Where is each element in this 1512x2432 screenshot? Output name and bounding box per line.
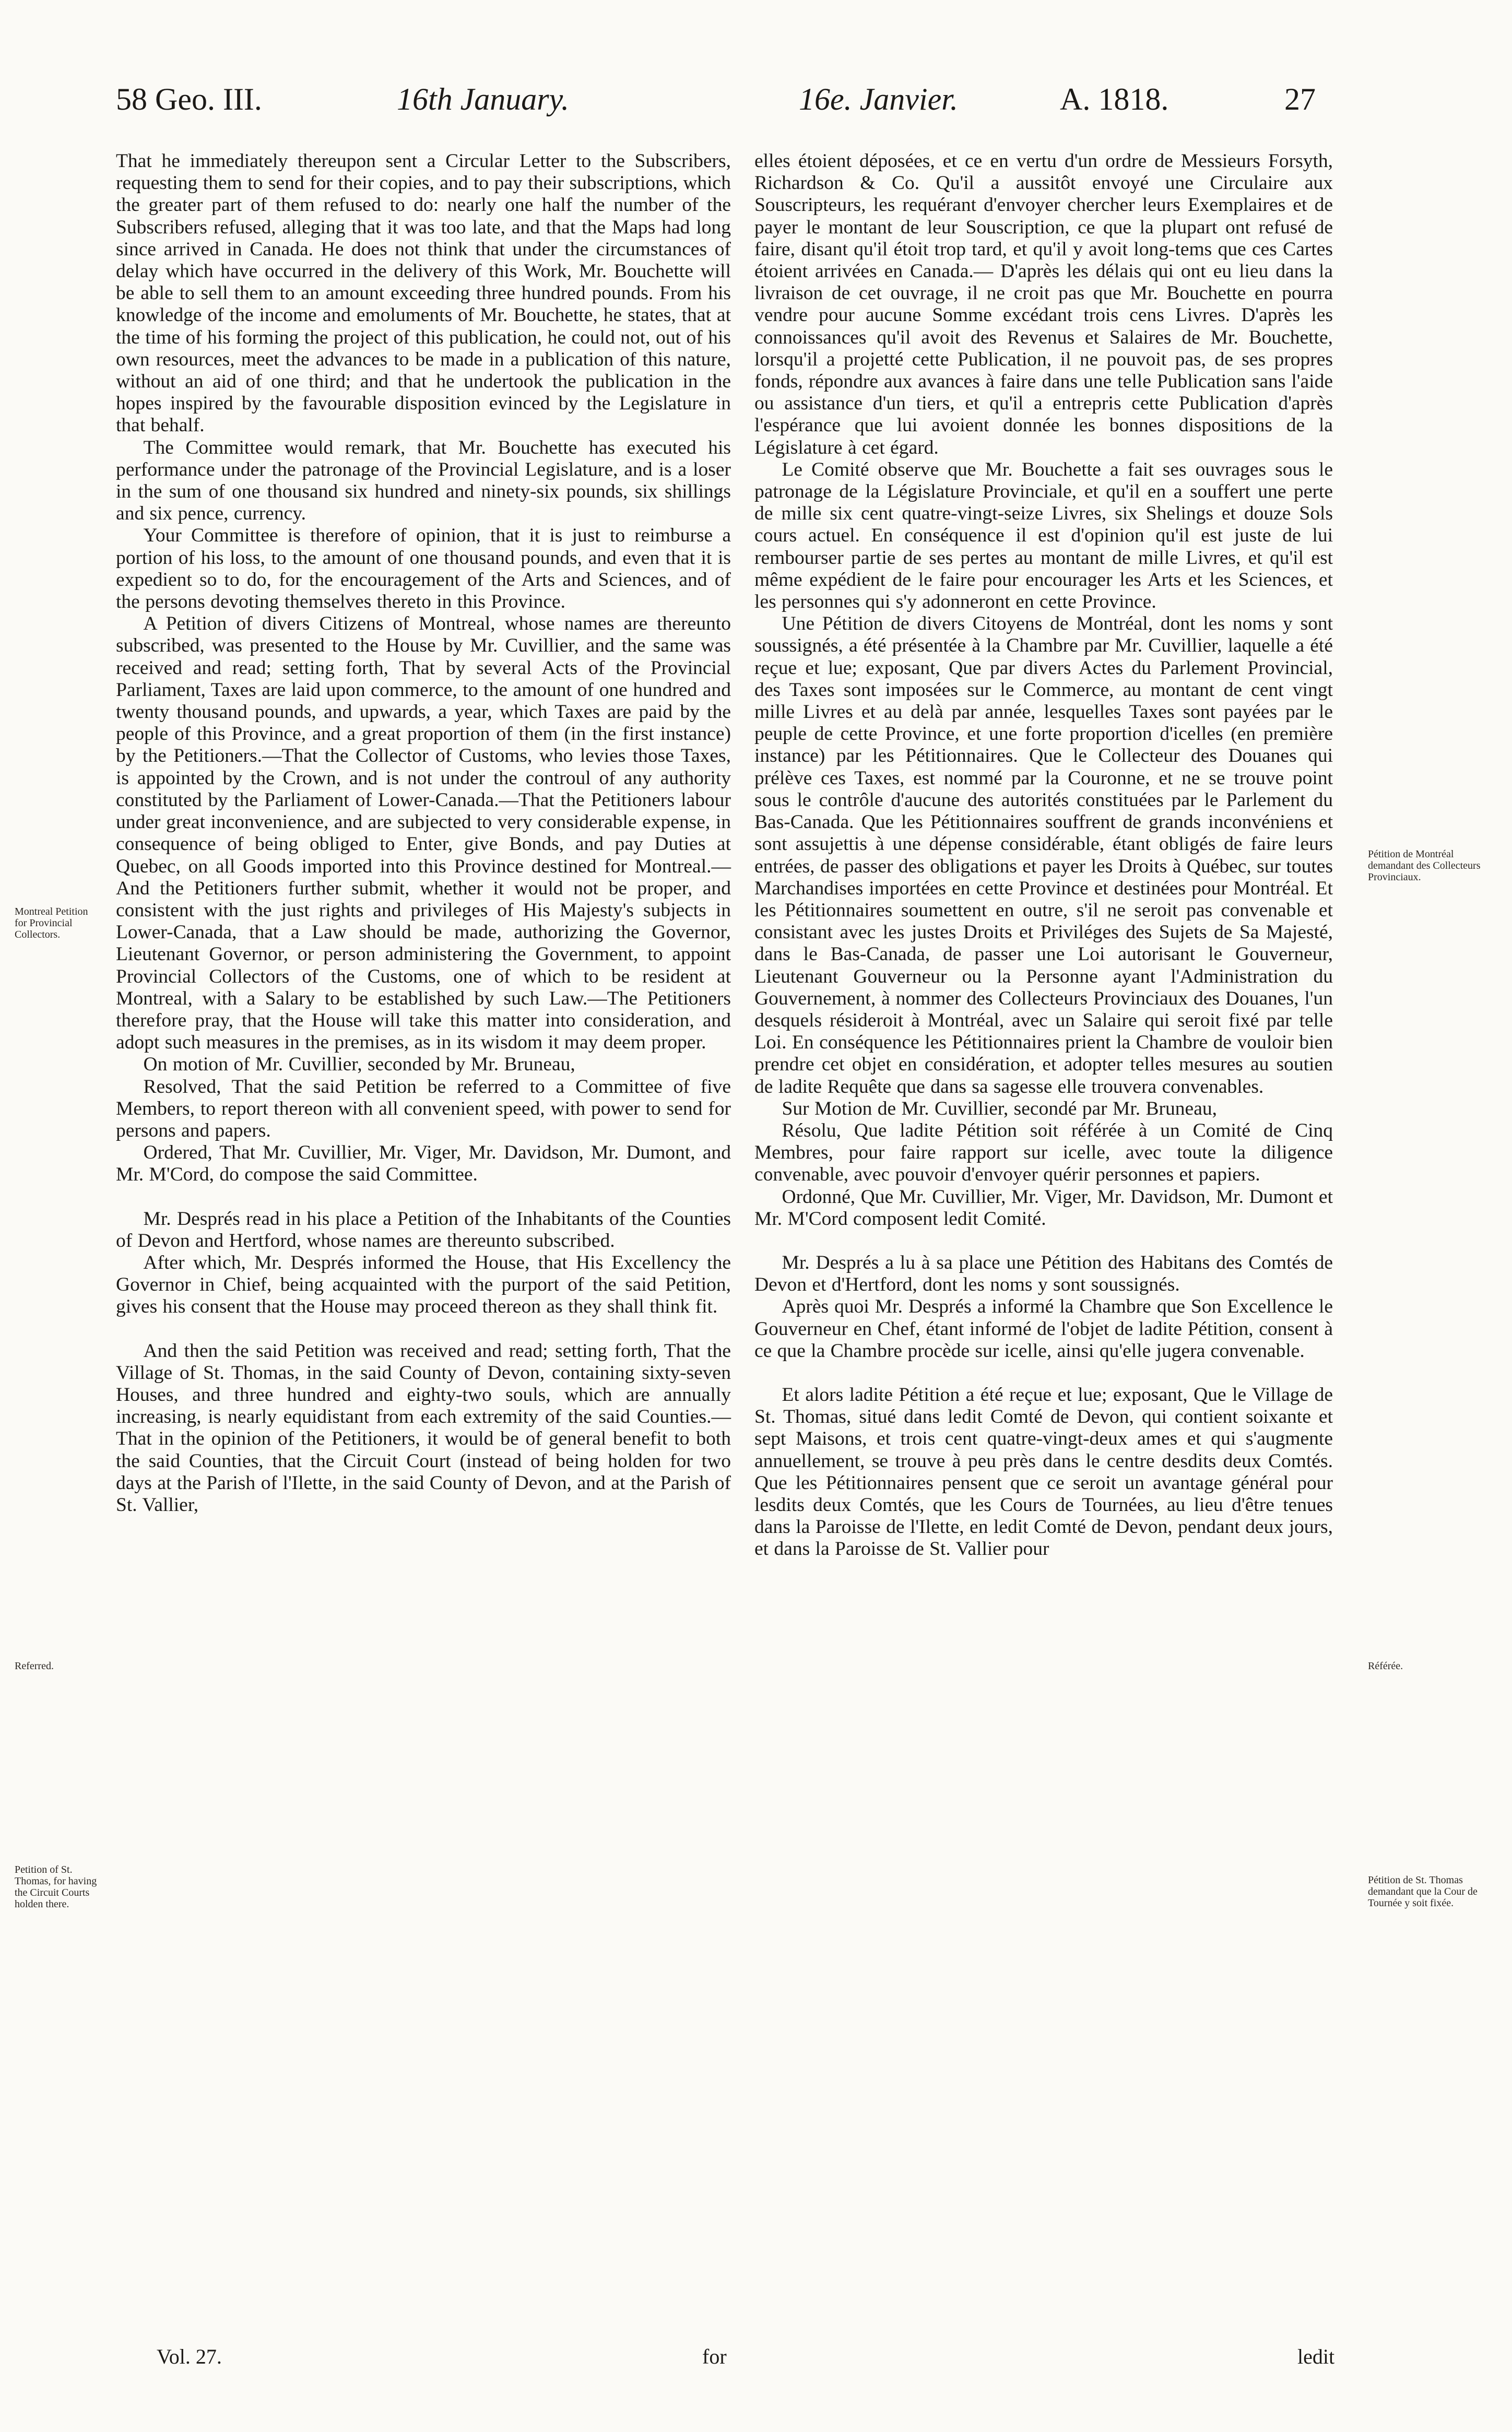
paragraph: Après quoi Mr. Després a informé la Chambre que Son Excellence le Gouverneur en Chef, étant informé de l'objet de ladite Pétition, consent à ce que la Chambre procède sur icelle, ainsi qu'elle jugera convenable. [754, 1296, 1333, 1362]
paragraph: Une Pétition de divers Citoyens de Montréal, dont les noms y sont soussignés, a été présentée à la Chambre par Mr. Cuvillier, laquelle a été reçue et lue; exposant, Que par divers Actes du Parlement Provincial, des Taxes sont imposées sur le Commerce, au montant de cent vingt mille Livres et au delà par année, lesquelles Taxes sont payées par le peuple de cette Province, et une forte proportion d'icelles (en première instance) par les Pétitionnaires. Que le Collecteur des Douanes qui prélève ces Taxes, est nommé par la Couronne, et ne se trouve point sous le contrôle d'aucune des autorités constituées par le Parlement du Bas-Canada. Que les Pétitionnaires souffrent de grands inconvéniens et sont assujettis à une dépense considérable, étant obligés de faire leurs entrées, de passer des obligations et payer les Droits à Québec, sur toutes Marchandises importées en cette Province et destinées pour Montréal. Et les Pétitionnaires soumettent en outre, s'il ne seroit pas convenable et consistant avec les justes Droits et Priviléges des Sujets de Sa Majesté, dans le Bas-Canada, de passer une Loi autorisant le Gouverneur, Lieutenant Gouverneur ou la Personne ayant l'Administration du Gouvernement, à nommer des Collecteurs Provinciaux des Douanes, l'un desquels résideroit à Montréal, avec un Salaire qui seroit fixé par telle Loi. En conséquence les Pétitionnaires prient la Chambre de vouloir bien prendre cet objet en considération, et adopter telles mesures au soutien de ladite Requête que dans sa sagesse elle trouvera convenables. [754, 613, 1333, 1097]
paragraph: Your Committee is therefore of opinion, that it is just to reimburse a portion of his loss, to the amount of one thousand pounds, and even that it is expedient so to do, for the encouragement of the Arts and Sciences, and of the persons devoting themselves thereto in this Province. [116, 525, 731, 613]
margin-note-referee: Référée. [1368, 1660, 1403, 1672]
header-year: A. 1818. [1060, 82, 1169, 116]
paragraph: The Committee would remark, that Mr. Bouchette has executed his performance under the patronage of the Provincial Legislature, and is a loser in the sum of one thousand six hundred and ninety-six pounds, six shillings and six pence, currency. [116, 436, 731, 525]
header-date-french: 16e. Janvier. [799, 82, 958, 116]
footer-catchword-left: for [702, 2345, 727, 2368]
paragraph: Resolved, That the said Petition be referred to a Committee of five Members, to report thereon with all convenient speed, with power to send for persons and papers. [116, 1076, 731, 1141]
paragraph: Ordonné, Que Mr. Cuvillier, Mr. Viger, Mr. Davidson, Mr. Dumont et Mr. M'Cord composent ledit Comité. [754, 1186, 1333, 1230]
margin-note-petition-montreal: Pétition de Montréal demandant des Collecteurs Provinciaux. [1368, 848, 1481, 883]
footer-volume: Vol. 27. [157, 2345, 222, 2368]
french-column [754, 150, 1333, 1561]
paragraph: Sur Motion de Mr. Cuvillier, secondé par Mr. Bruneau, [782, 1097, 1217, 1119]
paragraph: Mr. Després a lu à sa place une Pétition des Habitans des Comtés de Devon et d'Hertford, dont les noms y sont soussignés. [754, 1252, 1333, 1296]
margin-note-petition-st-thomas: Pétition de St. Thomas demandant que la Cour de Tournée y soit fixée. [1368, 1874, 1478, 1909]
margin-note-referred: Referred. [15, 1660, 54, 1672]
paragraph: On motion of Mr. Cuvillier, seconded by Mr. Bruneau, [143, 1054, 575, 1076]
paragraph: A Petition of divers Citizens of Montreal, whose names are thereunto subscribed, was presented to the House by Mr. Cuvillier, and the same was received and read; setting forth, That by several Acts of the Provincial Parliament, Taxes are laid upon commerce, to the amount of one hundred and twenty thousand pounds, and upwards, a year, which Taxes are paid by the people of this Province, and a great proportion of them (in the first instance) by the Petitioners.—That the Collector of Customs, who levies those Taxes, is appointed by the Crown, and is not under the controul of any authority constituted by the Parliament of Lower-Canada.—That the Petitioners labour under great inconvenience, and are subjected to very considerable expense, in consequence of being obliged to Enter, give Bonds, and pay Duties at Quebec, on all Goods imported into this Province destined for Montreal.—And the Petitioners further submit, whether it would not be proper, and consistent with the just rights and privileges of His Majesty's subjects in Lower-Canada, that a Law should be made, authorizing the Governor, Lieutenant Governor, or person administering the Government, to appoint Provincial Collectors of the Customs, one of which to be resident at Montreal, with a Salary to be established by such Law.—The Petitioners therefore pray, that the House will take this matter into consideration, and adopt such measures in the premises, as in its wisdom it may deem proper. [116, 613, 731, 1054]
paragraph: And then the said Petition was received and read; setting forth, That the Village of St. Thomas, in the said County of Devon, containing sixty-seven Houses, and three hundred and eighty-two souls, which are annually increasing, is nearly equidistant from each extremity of the said Counties.—That in the opinion of the Petitioners, it would be of general benefit to both the said Counties, that the Circuit Court (instead of being holden for two days at the Parish of l'Ilette, in the said County of Devon, and at the Parish of St. Vallier, [116, 1340, 731, 1516]
paragraph: Ordered, That Mr. Cuvillier, Mr. Viger, Mr. Davidson, Mr. Dumont, and Mr. M'Cord, do compose the said Committee. [116, 1142, 731, 1186]
margin-note-st-thomas-petition: Petition of St. Thomas, for having the Circuit Courts holden there. [15, 1864, 97, 1910]
english-column [116, 150, 731, 1516]
header-reign: 58 Geo. III. [116, 82, 262, 116]
paragraph: After which, Mr. Després informed the House, that His Excellency the Governor in Chief, being acquainted with the purport of the said Petition, gives his consent that the House may proceed thereon as they shall think fit. [116, 1252, 731, 1318]
paragraph: Le Comité observe que Mr. Bouchette a fait ses ouvrages sous le patronage de la Législature Provinciale, et qu'il en a souffert une perte de mille six cent quatre-vingt-seize Livres, six Shelings et douze Sols cours actuel. En conséquence il est d'opinion qu'il est juste de lui rembourser partie de ses pertes au montant de mille Livres, et qu'il est même expédient de le faire pour encourager les Arts et les Sciences, et les personnes qui s'y adonneront en cette Province. [754, 458, 1333, 613]
header-date-english: 16th January. [397, 82, 569, 116]
footer-catchword-right: ledit [1297, 2345, 1335, 2368]
paragraph: That he immediately thereupon sent a Circular Letter to the Subscribers, requesting them to send for their copies, and to pay their subscriptions, which the greater part of them refused to do: nearly one half the number of the Subscribers refused, alleging that it was too late, and that the Maps had long since arrived in Canada. He does not think that under the circumstances of delay which have occurred in the delivery of this Work, Mr. Bouchette will be able to sell them to an amount exceeding three hundred pounds. From his knowledge of the income and emoluments of Mr. Bouchette, he states, that at the time of his forming the project of this publication, he could not, out of his own resources, meet the advances to be made in a publication of this nature, without an aid of one third; and that he undertook the publication in the hopes inspired by the favourable disposition evinced by the Legislature in that behalf. [116, 150, 731, 436]
margin-note-montreal-petition: Montreal Petition for Provincial Collectors. [15, 906, 88, 940]
paragraph: Mr. Després read in his place a Petition of the Inhabitants of the Counties of Devon and Hertford, whose names are thereunto subscribed. [116, 1208, 731, 1252]
paragraph: Résolu, Que ladite Pétition soit référée à un Comité de Cinq Membres, pour faire rapport sur icelle, avec toute la diligence convenable, avec pouvoir d'envoyer quérir personnes et papiers. [754, 1119, 1333, 1186]
paragraph: elles étoient déposées, et ce en vertu d'un ordre de Messieurs Forsyth, Richardson & Co. Qu'il a aussitôt envoyé une Circulaire aux Souscripteurs, les requérant d'envoyer chercher leurs Exemplaires et de payer le montant de leur Souscription, ce que la plupart ont refusé de faire, disant qu'il étoit trop tard, et qu'il y avoit long-tems que ces Cartes étoient arrivées en Canada.— D'après les délais qui ont eu lieu dans la livraison de cet ouvrage, il ne croit pas que Mr. Bouchette en pourra vendre pour aucune Somme excédant trois cens Livres. D'après les connoissances qu'il avoit des Revenus et Salaires de Mr. Bouchette, lorsqu'il a projetté cette Publication, il ne pouvoit pas, de ses propres fonds, répondre aux avances à faire dans une telle Publication sans l'aide ou assistance d'un tiers, et qu'il a entrepris cette Publication d'après l'espérance que lui avoient donnée les bonnes dispositions de la Législature à cet égard. [754, 150, 1333, 458]
paragraph: Et alors ladite Pétition a été reçue et lue; exposant, Que le Village de St. Thomas, situé dans ledit Comté de Devon, qui contient soixante et sept Maisons, et trois cent quatre-vingt-deux ames et qui s'augmente annuellement, se trouve à peu près dans le centre desdits deux Comtés. Que les Pétitionnaires pensent que ce seroit un avantage général pour lesdits deux Comtés, que les Cours de Tournées, au lieu d'être tenues dans la Paroisse de l'Ilette, en ledit Comté de Devon, pendant deux jours, et dans la Paroisse de St. Vallier pour [754, 1384, 1333, 1560]
header-page-number: 27 [1284, 82, 1316, 116]
